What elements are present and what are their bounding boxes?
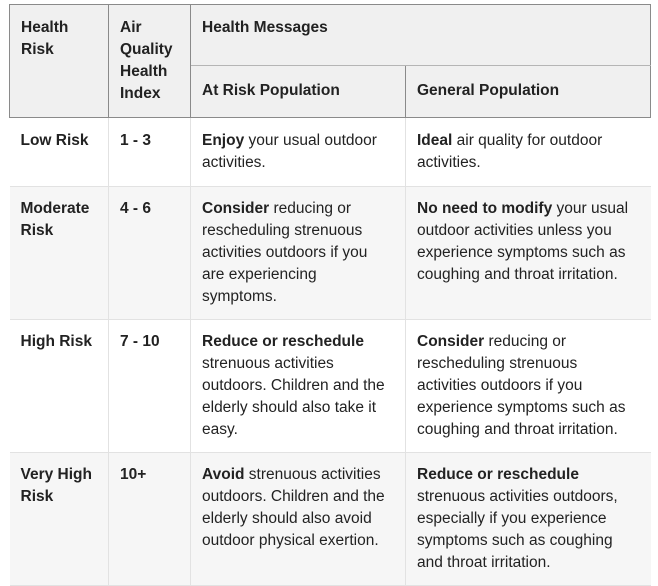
at-risk-message-cell — [191, 453, 406, 586]
header-health-risk: Health Risk — [10, 5, 109, 118]
aqhi-cell: 4 - 6 — [109, 187, 191, 320]
general-action: Ideal — [417, 132, 453, 149]
at-risk-action: Avoid — [202, 466, 245, 483]
general-text: air quality for outdoor activities. — [417, 132, 603, 171]
general-message-cell — [406, 187, 651, 320]
general-text: your usual outdoor activities unless you experience symptoms such as coughing and throat irritation. — [417, 200, 629, 283]
general-action: Reduce or reschedule — [417, 466, 579, 483]
general-text: reducing or rescheduling strenuous activities outdoors if you experience symptoms such as coughing and throat irritation. — [417, 333, 626, 438]
header-health-messages: Health Messages — [191, 5, 651, 66]
at-risk-text: strenuous activities outdoors. Children and the elderly should also take it easy. — [202, 355, 385, 438]
header-general-population: General Population — [406, 65, 651, 117]
health-risk-cell: Very High Risk — [10, 453, 109, 586]
at-risk-action: Enjoy — [202, 132, 245, 149]
at-risk-action: Consider — [202, 200, 270, 217]
header-aqhi: Air Quality Health Index — [109, 5, 191, 118]
table-row — [10, 187, 651, 320]
health-risk-cell: Low Risk — [10, 118, 109, 187]
table-header — [10, 5, 651, 118]
aqhi-cell: 10+ — [109, 453, 191, 586]
general-message-cell — [406, 453, 651, 586]
general-action: No need to modify — [417, 200, 553, 217]
at-risk-message-cell — [191, 320, 406, 453]
general-message-cell — [406, 118, 651, 187]
table-row — [10, 453, 651, 586]
general-action: Consider — [417, 333, 485, 350]
aqhi-cell: 1 - 3 — [109, 118, 191, 187]
table-row — [10, 118, 651, 187]
general-text: strenuous activities outdoors, especially if you experience symptoms such as coughing and throat irritation. — [417, 488, 618, 571]
at-risk-text: reducing or rescheduling strenuous activities outdoors if you are experiencing symptoms. — [202, 200, 368, 305]
header-at-risk-population: At Risk Population — [191, 65, 406, 117]
at-risk-text: strenuous activities outdoors. Children and the elderly should also avoid outdoor physical exertion. — [202, 466, 385, 549]
aqhi-cell: 7 - 10 — [109, 320, 191, 453]
at-risk-message-cell — [191, 187, 406, 320]
aqhi-table — [9, 4, 651, 586]
health-risk-cell: High Risk — [10, 320, 109, 453]
table-body — [10, 118, 651, 586]
general-message-cell — [406, 320, 651, 453]
table-row — [10, 320, 651, 453]
at-risk-text: your usual outdoor activities. — [202, 132, 377, 171]
health-risk-cell: Moderate Risk — [10, 187, 109, 320]
at-risk-action: Reduce or reschedule — [202, 333, 364, 350]
at-risk-message-cell — [191, 118, 406, 187]
